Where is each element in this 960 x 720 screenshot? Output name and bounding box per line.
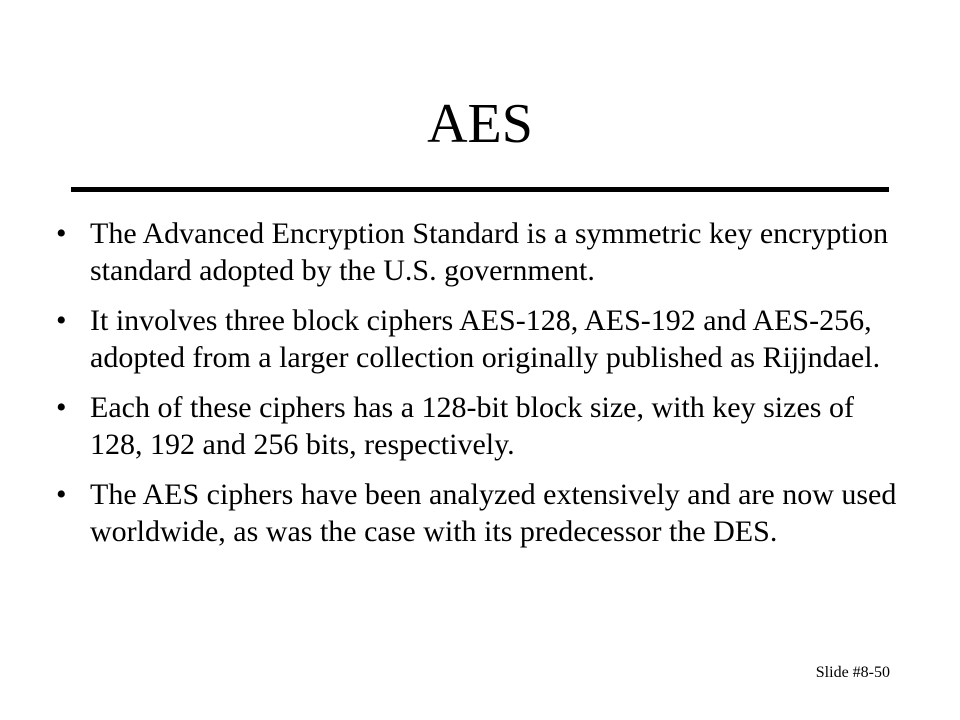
bullet-text: The AES ciphers have been analyzed extensively and are now used worldwide, as was the case with its predecessor the DES. <box>90 478 897 548</box>
slide-number: Slide #8-50 <box>815 664 890 681</box>
bullet-item <box>56 215 906 289</box>
bullet-item <box>56 302 906 376</box>
bullet-list <box>56 215 906 563</box>
bullet-icon: • <box>56 391 67 424</box>
bullet-text: It involves three block ciphers AES-128, AES-192 and AES-256, adopted from a larger collection originally published as Rijjndael. <box>90 304 881 374</box>
bullet-text: Each of these ciphers has a 128-bit block size, with key sizes of 128, 192 and 256 bits, respectively. <box>90 391 854 461</box>
title-divider <box>71 187 889 192</box>
bullet-text: The Advanced Encryption Standard is a symmetric key encryption standard adopted by the U.S. government. <box>90 217 889 287</box>
bullet-icon: • <box>56 478 67 511</box>
bullet-item <box>56 389 906 463</box>
bullet-icon: • <box>56 217 67 250</box>
bullet-item <box>56 476 906 550</box>
slide-title: AES <box>427 93 533 155</box>
bullet-icon: • <box>56 304 67 337</box>
